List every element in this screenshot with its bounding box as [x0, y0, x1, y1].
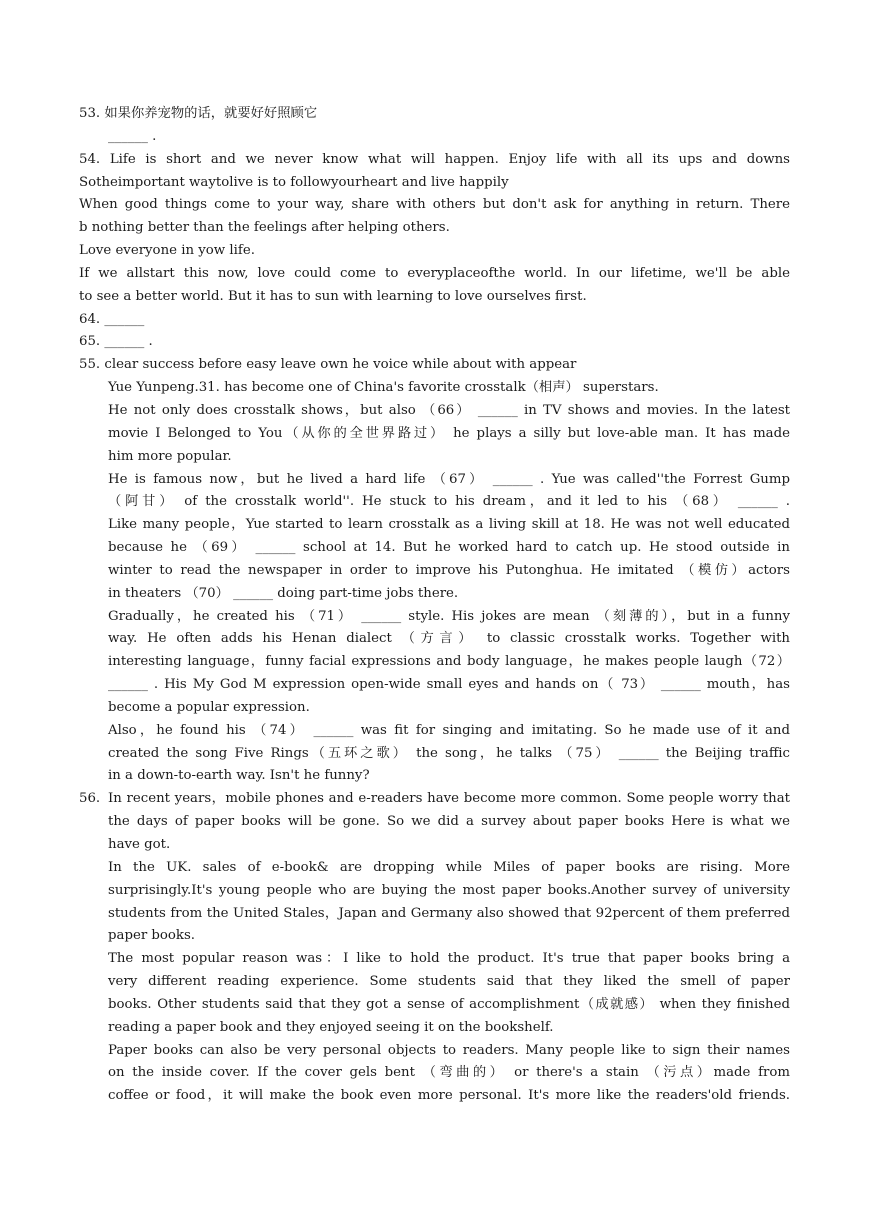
answer-blank-64: 64. ______: [79, 311, 145, 327]
passage-56-line: The most popular reason was：I like to hold the product. It's true that paper books bring a: [108, 951, 790, 967]
passage-55-line: Also，he found his （74） ______ was fit for singing and imitating. So he made use of it and: [108, 722, 790, 738]
passage-55-line: in a down-to-earth way. Isn't he funny?: [108, 768, 370, 784]
question-55-word-bank: 55. clear success before easy leave own he voice while about with appear: [79, 357, 577, 373]
passage-56-line: In recent years，mobile phones and e-readers have become more common. Some people worry that: [108, 791, 790, 807]
passage-56-line: books. Other students said that they got a sense of accomplishment（成就感） when they finished: [108, 996, 790, 1012]
passage-56-first-row: [79, 788, 790, 811]
passage-54-line: When good things come to your way, share with others but don't ask for anything in return. There: [79, 197, 790, 213]
passage-56-line: In the UK. sales of e-book& are dropping while Miles of paper books are rising. More: [108, 859, 790, 875]
passage-56-line: on the inside cover. If the cover gels bent （弯曲的） or there's a stain （污点）made from: [108, 1065, 790, 1081]
passage-56-line: surprisingly.It's young people who are buying the most paper books.Another survey of university: [108, 882, 790, 898]
passage-56-line: Paper books can also be very personal objects to readers. Many people like to sign their names: [108, 1042, 790, 1058]
passage-56-line: students from the United Stales，Japan and Germany also showed that 92percent of them preferred: [108, 905, 790, 921]
passage-55-line: because he （69） ______ school at 14. But he worked hard to catch up. He stood outside in: [108, 540, 790, 556]
passage-55-line: ______ . His My God M expression open-wide small eyes and hands on（ 73） ______ mouth，has: [108, 677, 790, 693]
passage-54-line: Love everyone in yow life.: [79, 243, 255, 259]
document-body: [79, 103, 790, 1108]
question-53-prompt: 53. 如果你养宠物的话，就要好好照顾它: [79, 106, 318, 121]
passage-55-line: interesting language，funny facial expressions and body language，he makes people laugh（72）: [108, 654, 790, 670]
passage-55-line: Gradually，he created his （71） ______ style. His jokes are mean （刻薄的），but in a funny: [108, 608, 790, 624]
passage-55-line: in theaters （70） ______ doing part-time jobs there.: [108, 585, 459, 601]
passage-54-line: If we allstart this now, love could come to everyplaceofthe world. In our lifetime, we'll be able: [79, 265, 790, 281]
passage-56-line: the days of paper books will be gone. So we did a survey about paper books Here is what we: [108, 814, 790, 830]
passage-56-line: coffee or food，it will make the book even more personal. It's more like the readers'old friends.: [108, 1088, 790, 1104]
passage-55-line: created the song Five Rings（五环之歌） the song，he talks （75） ______ the Beijing traffic: [108, 745, 790, 761]
passage-55-line: Yue Yunpeng.31. has become one of China's favorite crosstalk（相声） superstars.: [108, 380, 659, 396]
passage-54-line: 54. Life is short and we never know what will happen. Enjoy life with all its ups and downs: [79, 151, 790, 167]
passage-55-line: him more popular.: [108, 448, 232, 464]
passage-55-line: winter to read the newspaper in order to improve his Putonghua. He imitated （模仿）actors: [108, 562, 790, 578]
passage-54-line: b nothing better than the feelings after helping others.: [79, 220, 450, 236]
passage-56-line: very different reading experience. Some students said that they liked the smell of paper: [108, 974, 790, 990]
passage-55-line: become a popular expression.: [108, 699, 310, 715]
passage-55-line: He not only does crosstalk shows，but also （66） ______ in TV shows and movies. In the latest: [108, 402, 790, 418]
passage-54-line: to see a better world. But it has to sun with learning to love ourselves first.: [79, 288, 587, 304]
passage-56-line: reading a paper book and they enjoyed seeing it on the bookshelf.: [108, 1019, 554, 1035]
passage-56-line: have got.: [108, 837, 171, 852]
question-53-answer-blank: ______ .: [108, 128, 157, 144]
passage-54-line: Sotheimportant waytolive is to followyourheart and live happily: [79, 174, 509, 190]
answer-blank-65: 65. ______ .: [79, 334, 153, 350]
passage-55-line: movie I Belonged to You（从你的全世界路过） he plays a silly but love-able man. It has made: [108, 425, 790, 441]
passage-55-line: He is famous now，but he lived a hard life （67） ______ . Yue was called''the Forrest Gump: [108, 471, 790, 487]
passage-56-line: paper books.: [108, 928, 196, 944]
question-56-number: 56.: [79, 791, 101, 807]
passage-55-line: way. He often adds his Henan dialect （方言） to classic crosstalk works. Together with: [108, 631, 790, 647]
passage-55-line: Like many people，Yue started to learn crosstalk as a living skill at 18. He was not well educated: [108, 517, 790, 533]
passage-55-line: （阿甘） of the crosstalk world''. He stuck to his dream，and it led to his （68） ______ .: [108, 494, 790, 510]
